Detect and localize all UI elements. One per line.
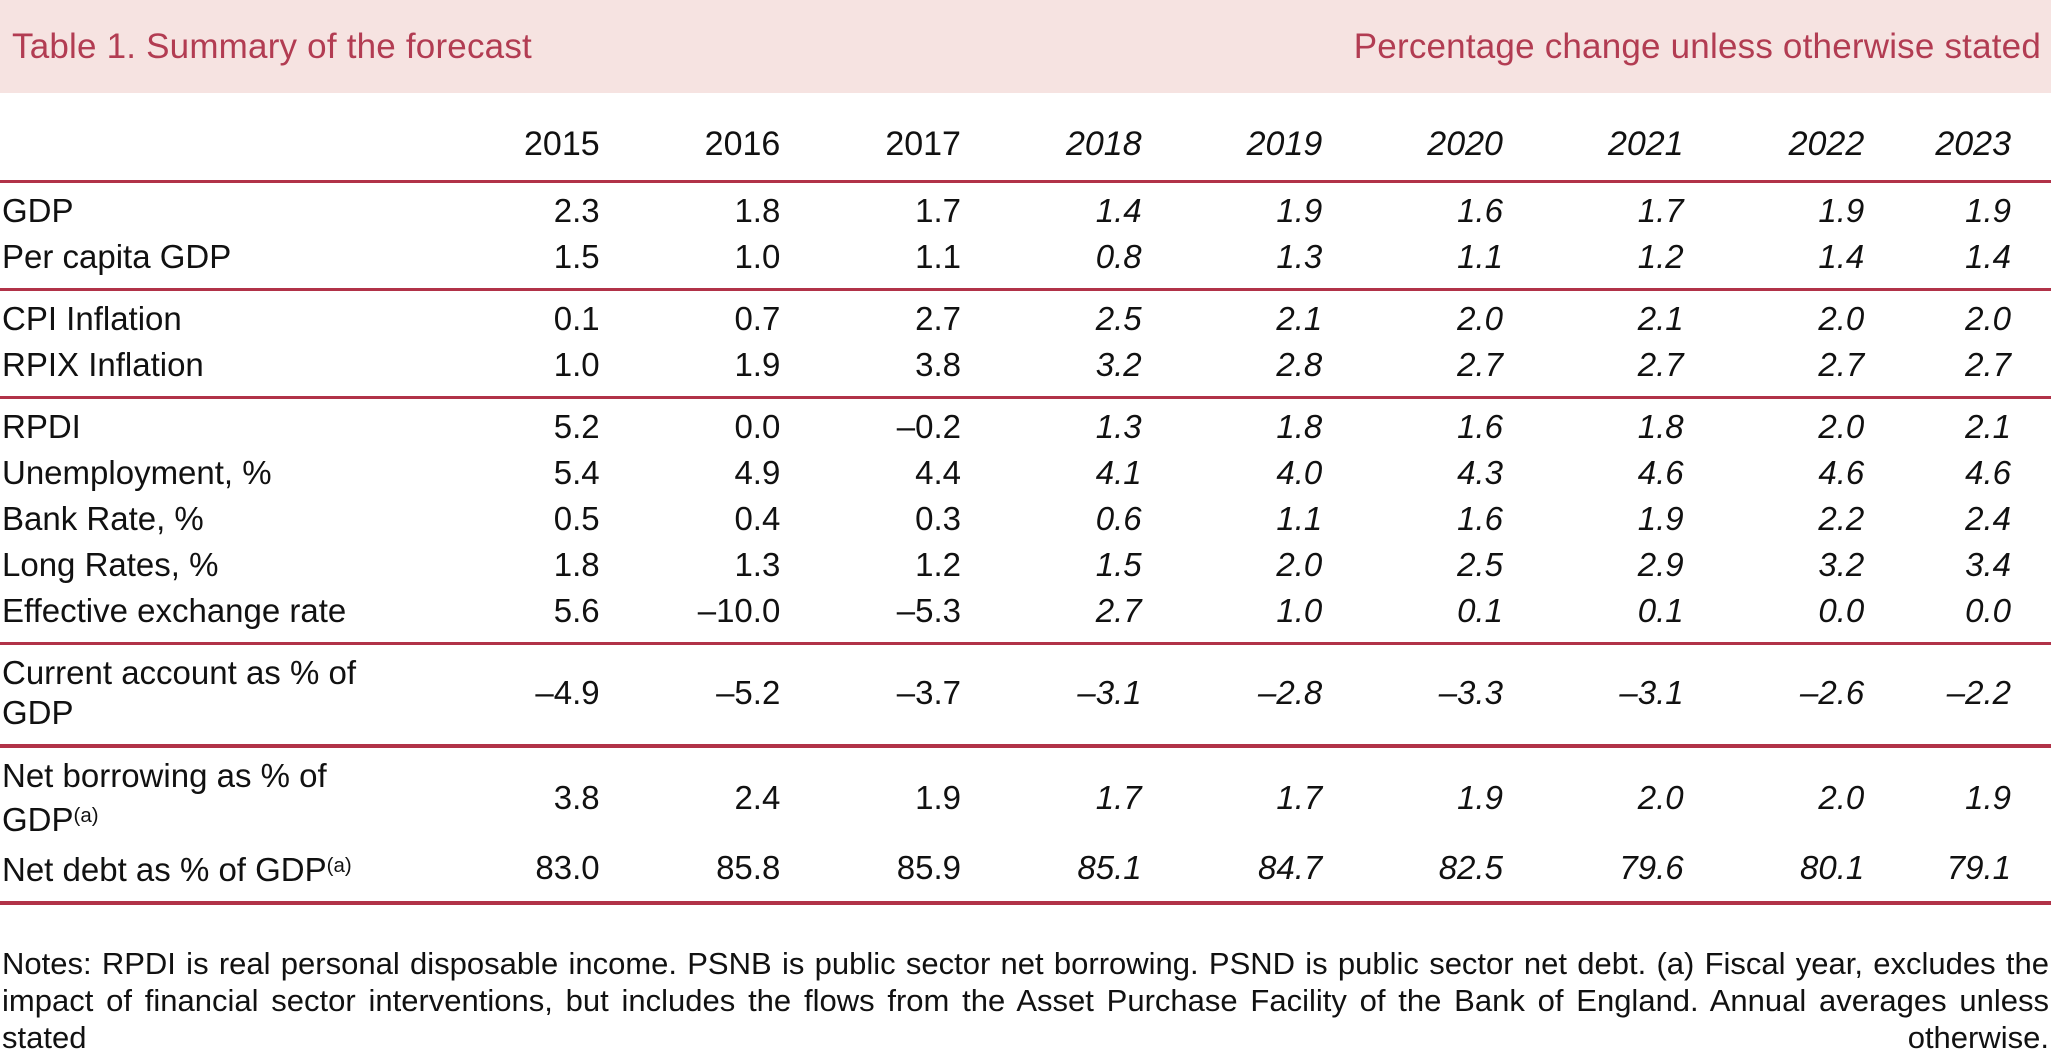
value-cell: 2.0 <box>1457 300 1503 337</box>
value-cell: 3.2 <box>1818 546 1865 583</box>
value-cell: 1.9 <box>1457 779 1503 816</box>
row-label: GDP <box>2 192 74 229</box>
value-cell: 2.1 <box>1637 300 1684 337</box>
table-row <box>0 843 2051 903</box>
table-row <box>0 234 2051 290</box>
footnote-marker: (a) <box>326 854 352 877</box>
row-label: Net borrowing as % of GDP$^{(a)}$ <box>2 757 327 838</box>
value-cell: 1.0 <box>734 238 781 275</box>
row-label: CPI Inflation <box>2 300 182 337</box>
row-group <box>0 398 2051 644</box>
value-cell: 2.0 <box>1818 779 1865 816</box>
table-row <box>0 398 2051 451</box>
value-cell: 0.6 <box>1095 500 1142 537</box>
row-label: Per capita GDP <box>2 238 232 275</box>
value-cell: –2.2 <box>1946 674 2011 711</box>
value-cell: –5.2 <box>716 674 781 711</box>
value-cell: 1.3 <box>1095 408 1142 445</box>
value-cell: 2.5 <box>1095 300 1142 337</box>
value-cell: –2.8 <box>1258 674 1323 711</box>
value-cell: 85.9 <box>896 849 961 886</box>
year-header: 2020 <box>1328 97 1509 182</box>
value-cell: 80.1 <box>1800 849 1865 886</box>
value-cell: 1.9 <box>1276 192 1323 229</box>
row-label: Unemployment, % <box>2 454 272 491</box>
value-cell: 2.0 <box>1637 779 1684 816</box>
table-row <box>0 182 2051 235</box>
value-cell: 2.7 <box>1818 346 1865 383</box>
value-cell: 3.8 <box>553 779 600 816</box>
value-cell: 1.1 <box>1276 500 1323 537</box>
value-cell: 1.0 <box>553 346 600 383</box>
value-cell: 1.2 <box>1637 238 1684 275</box>
table-row <box>0 450 2051 496</box>
year-header-row <box>0 97 2051 182</box>
value-cell: 4.0 <box>1276 454 1323 491</box>
value-cell: 1.8 <box>1276 408 1323 445</box>
value-cell: 4.3 <box>1457 454 1503 491</box>
value-cell: 4.9 <box>734 454 781 491</box>
value-cell: 1.7 <box>915 192 961 229</box>
table-notes: Notes: RPDI is real personal disposable income. PSNB is public sector net borrowing. PSND is public sector net debt. (a) Fiscal year, excludes the impact of financial sector interventions, but includes the flows from the Asset Purchase Facility of the Bank of England. Annual averages unless stated otherwise. <box>2 946 2049 1055</box>
table-row <box>0 290 2051 343</box>
footnote-marker: (a) <box>73 804 99 827</box>
value-cell: 2.1 <box>1276 300 1323 337</box>
table-row <box>0 746 2051 843</box>
row-label: Net debt as % of GDP$^{(a)}$ <box>2 851 352 888</box>
value-cell: 5.6 <box>553 592 600 629</box>
value-cell: 2.7 <box>1965 346 2011 383</box>
value-cell: 0.0 <box>734 408 781 445</box>
value-cell: 0.5 <box>553 500 600 537</box>
value-cell: 1.4 <box>1965 238 2011 275</box>
forecast-summary-table <box>0 97 2051 905</box>
value-cell: 4.6 <box>1818 454 1865 491</box>
value-cell: 0.1 <box>1457 592 1503 629</box>
value-cell: 1.7 <box>1095 779 1142 816</box>
value-cell: –3.1 <box>1619 674 1684 711</box>
value-cell: 1.7 <box>1276 779 1323 816</box>
value-cell: 2.3 <box>553 192 600 229</box>
value-cell: 0.3 <box>915 500 961 537</box>
value-cell: 84.7 <box>1258 849 1323 886</box>
value-cell: 1.5 <box>1095 546 1142 583</box>
value-cell: 79.6 <box>1619 849 1684 886</box>
value-cell: 1.6 <box>1457 500 1503 537</box>
value-cell: 1.9 <box>1965 192 2011 229</box>
value-cell: 3.8 <box>915 346 961 383</box>
value-cell: 1.3 <box>1276 238 1323 275</box>
value-cell: 0.1 <box>1637 592 1684 629</box>
year-header: 2018 <box>967 97 1148 182</box>
value-cell: 3.4 <box>1965 546 2011 583</box>
value-cell: 2.8 <box>1276 346 1323 383</box>
value-cell: 1.9 <box>1818 192 1865 229</box>
row-label: Bank Rate, % <box>2 500 204 537</box>
value-cell: 2.0 <box>1276 546 1323 583</box>
value-cell: 1.1 <box>1457 238 1503 275</box>
table-subtitle: Percentage change unless otherwise stated <box>1353 26 2041 66</box>
year-header: 2023 <box>1870 97 2051 182</box>
value-cell: 0.0 <box>1965 592 2011 629</box>
row-label: Current account as % of GDP <box>2 654 357 731</box>
value-cell: 1.2 <box>915 546 961 583</box>
value-cell: 1.9 <box>915 779 961 816</box>
value-cell: –4.9 <box>535 674 600 711</box>
value-cell: 5.2 <box>553 408 600 445</box>
value-cell: 1.4 <box>1095 192 1142 229</box>
row-label: Effective exchange rate <box>2 592 347 629</box>
value-cell: 1.9 <box>1637 500 1684 537</box>
row-group <box>0 290 2051 398</box>
table-row <box>0 542 2051 588</box>
value-cell: 2.4 <box>734 779 781 816</box>
value-cell: 4.4 <box>915 454 961 491</box>
value-cell: 0.4 <box>734 500 781 537</box>
row-label-header <box>0 97 425 182</box>
year-header: 2015 <box>425 97 606 182</box>
value-cell: 0.8 <box>1095 238 1142 275</box>
value-cell: –5.3 <box>896 592 961 629</box>
value-cell: 1.0 <box>1276 592 1323 629</box>
value-cell: 2.5 <box>1457 546 1503 583</box>
value-cell: 2.0 <box>1965 300 2011 337</box>
value-cell: 2.7 <box>915 300 961 337</box>
row-label: RPDI <box>2 408 81 445</box>
table-row <box>0 342 2051 398</box>
value-cell: 1.8 <box>1637 408 1684 445</box>
value-cell: 1.9 <box>1965 779 2011 816</box>
value-cell: 4.1 <box>1095 454 1142 491</box>
table-row <box>0 644 2051 747</box>
value-cell: –2.6 <box>1800 674 1865 711</box>
value-cell: 1.6 <box>1457 192 1503 229</box>
year-header: 2016 <box>606 97 787 182</box>
value-cell: 1.8 <box>734 192 781 229</box>
row-label: RPIX Inflation <box>2 346 204 383</box>
value-cell: 4.6 <box>1637 454 1684 491</box>
year-header: 2021 <box>1509 97 1690 182</box>
year-header: 2017 <box>786 97 967 182</box>
value-cell: 2.2 <box>1818 500 1865 537</box>
value-cell: 1.8 <box>553 546 600 583</box>
value-cell: 5.4 <box>553 454 600 491</box>
table-title: Table 1. Summary of the forecast <box>12 26 532 66</box>
value-cell: 1.4 <box>1818 238 1865 275</box>
value-cell: 1.3 <box>734 546 781 583</box>
table-title-band <box>0 0 2051 93</box>
value-cell: 0.7 <box>734 300 781 337</box>
row-group <box>0 644 2051 747</box>
value-cell: –10.0 <box>697 592 781 629</box>
value-cell: 4.6 <box>1965 454 2011 491</box>
value-cell: –0.2 <box>896 408 961 445</box>
value-cell: 0.1 <box>553 300 600 337</box>
table-row <box>0 496 2051 542</box>
value-cell: –3.7 <box>896 674 961 711</box>
value-cell: 85.1 <box>1077 849 1142 886</box>
value-cell: 85.8 <box>716 849 781 886</box>
value-cell: 2.9 <box>1637 546 1684 583</box>
value-cell: 2.7 <box>1457 346 1503 383</box>
row-group <box>0 746 2051 903</box>
value-cell: 2.0 <box>1818 408 1865 445</box>
value-cell: 2.0 <box>1818 300 1865 337</box>
year-header: 2019 <box>1148 97 1329 182</box>
value-cell: 1.7 <box>1637 192 1684 229</box>
value-cell: 1.9 <box>734 346 781 383</box>
value-cell: 2.4 <box>1965 500 2011 537</box>
year-header: 2022 <box>1690 97 1871 182</box>
value-cell: 3.2 <box>1095 346 1142 383</box>
value-cell: 1.6 <box>1457 408 1503 445</box>
value-cell: 1.1 <box>915 238 961 275</box>
row-label: Long Rates, % <box>2 546 219 583</box>
value-cell: 0.0 <box>1818 592 1865 629</box>
value-cell: –3.3 <box>1438 674 1503 711</box>
table-row <box>0 588 2051 644</box>
value-cell: 82.5 <box>1438 849 1503 886</box>
value-cell: 1.5 <box>553 238 600 275</box>
value-cell: 2.1 <box>1965 408 2011 445</box>
value-cell: 2.7 <box>1095 592 1142 629</box>
value-cell: 2.7 <box>1637 346 1684 383</box>
row-group <box>0 182 2051 290</box>
value-cell: –3.1 <box>1077 674 1142 711</box>
value-cell: 79.1 <box>1946 849 2011 886</box>
value-cell: 83.0 <box>535 849 600 886</box>
